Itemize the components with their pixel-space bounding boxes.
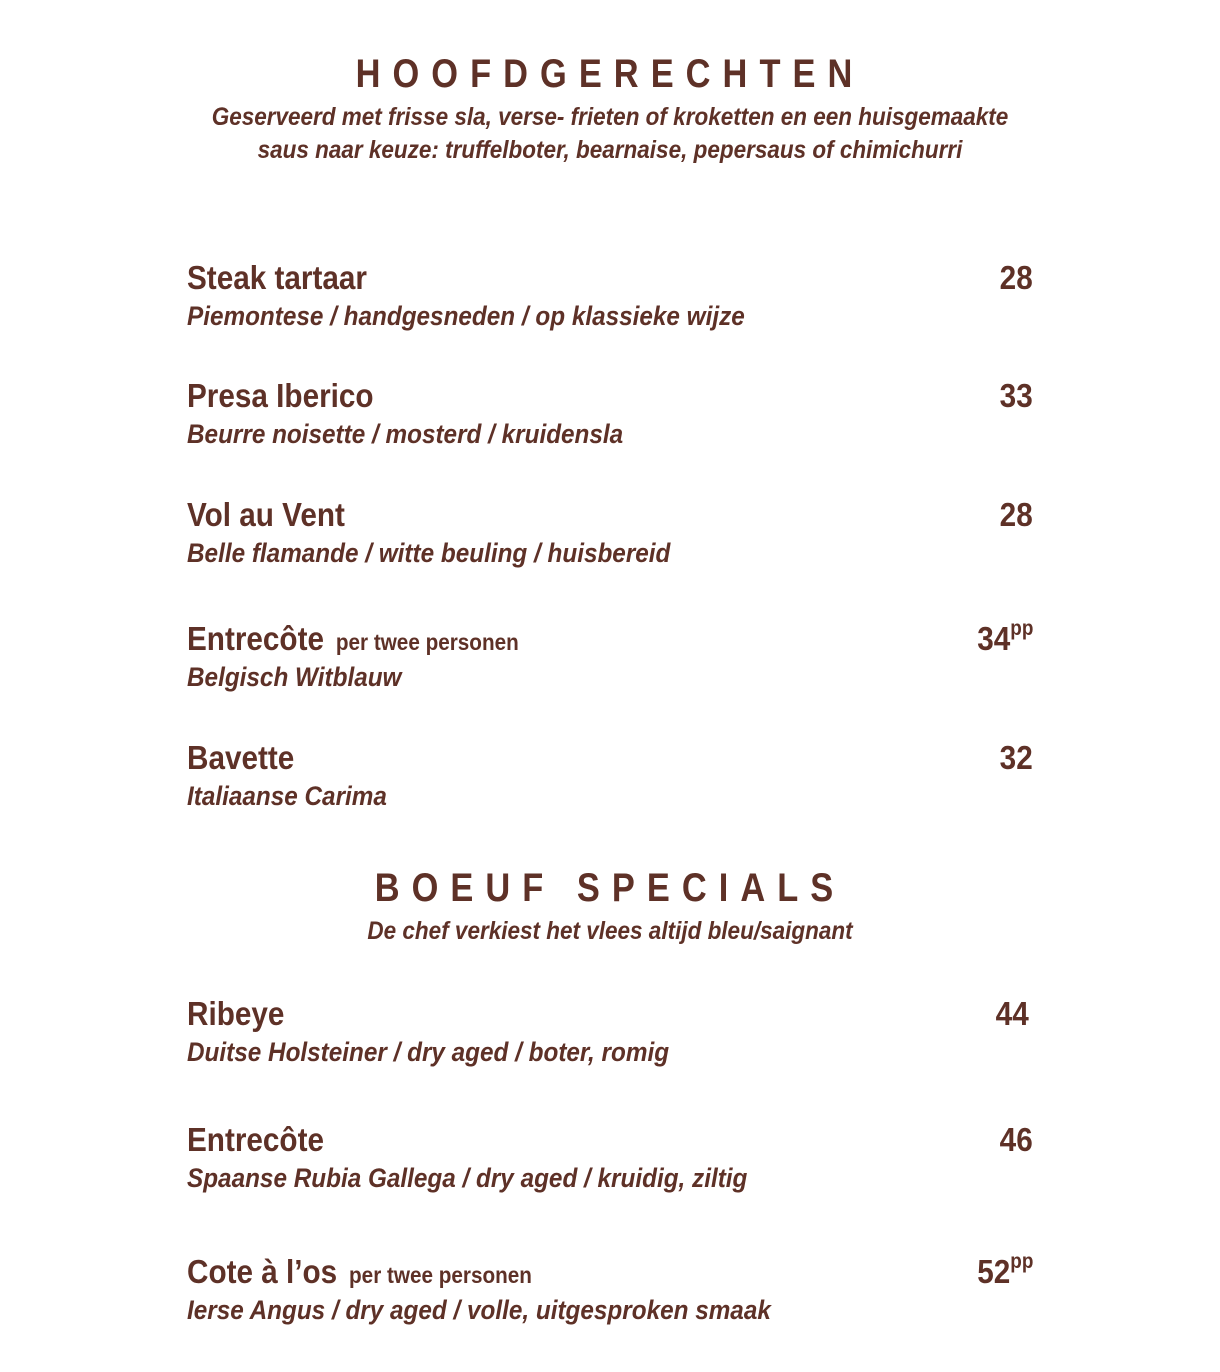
- menu-item-name: Steak tartaar: [187, 259, 367, 296]
- menu-item-description: Ierse Angus / dry aged / volle, uitgesproken smaak: [187, 1295, 771, 1325]
- section-subtitle-line-1: Geserveerd met frisse sla, verse- frieten of kroketten en een huisgemaakte: [211, 103, 1009, 131]
- price-suffix: pp: [1009, 617, 1033, 640]
- menu-item-name: Cote à l’os per twee personen: [187, 1253, 532, 1290]
- menu-item-description: Belle flamande / witte beuling / huisbereid: [187, 538, 671, 568]
- menu-item-price: 46: [999, 1121, 1033, 1158]
- menu-item-cote-a-los: [187, 1252, 1033, 1328]
- menu-item-price: 32: [999, 739, 1033, 776]
- menu-item-price: 44: [995, 995, 1029, 1032]
- menu-item-name: Ribeye: [187, 995, 285, 1032]
- section-subtitle-line-1: De chef verkiest het vlees altijd bleu/saignant: [367, 917, 853, 945]
- price-suffix: pp: [1009, 1250, 1033, 1273]
- menu-item-name: Entrecôte per twee personen: [187, 620, 519, 657]
- menu-item-note: per twee personen: [349, 1262, 532, 1288]
- menu-item-description: Beurre noisette / mosterd / kruidensla: [187, 419, 624, 449]
- menu-item-name: Bavette: [187, 739, 295, 776]
- menu-item-price: $34^{pp}$: [976, 617, 1033, 657]
- section-subtitle-line-2: saus naar keuze: truffelboter, bearnaise, pepersaus of chimichurri: [257, 136, 963, 164]
- menu-item-bavette: [187, 738, 1033, 814]
- menu-item-price: 28: [999, 259, 1033, 296]
- menu-item-entrecote-per-twee: [187, 619, 1033, 695]
- menu-item-price: $52^{pp}$: [976, 1250, 1033, 1290]
- menu-item-description: Spaanse Rubia Gallega / dry aged / kruidig, ziltig: [187, 1163, 748, 1193]
- menu-item-description: Duitse Holsteiner / dry aged / boter, romig: [187, 1037, 670, 1067]
- menu-item-entrecote-special: [187, 1120, 1033, 1196]
- menu-item-price: 28: [999, 496, 1033, 533]
- section-title-hoofdgerechten: HOOFDGERECHTEN: [355, 52, 865, 96]
- menu-item-description: Italiaanse Carima: [187, 781, 387, 811]
- menu-item-description: Belgisch Witblauw: [187, 662, 402, 692]
- menu-item-note: per twee personen: [335, 629, 519, 655]
- menu-item-price: 33: [999, 377, 1033, 414]
- menu-item-steak-tartaar: [187, 258, 1033, 334]
- menu-item-presa-iberico: [187, 376, 1033, 452]
- section-title-boeuf-specials: BOEUF SPECIALS: [374, 866, 846, 910]
- menu-item-name: Entrecôte: [187, 1121, 324, 1158]
- menu-item-name: Vol au Vent: [187, 496, 345, 533]
- menu-item-ribeye: [187, 994, 1033, 1070]
- menu-item-vol-au-vent: [187, 495, 1033, 571]
- menu-item-name: Presa Iberico: [187, 377, 374, 414]
- menu-item-description: Piemontese / handgesneden / op klassieke wijze: [187, 301, 745, 331]
